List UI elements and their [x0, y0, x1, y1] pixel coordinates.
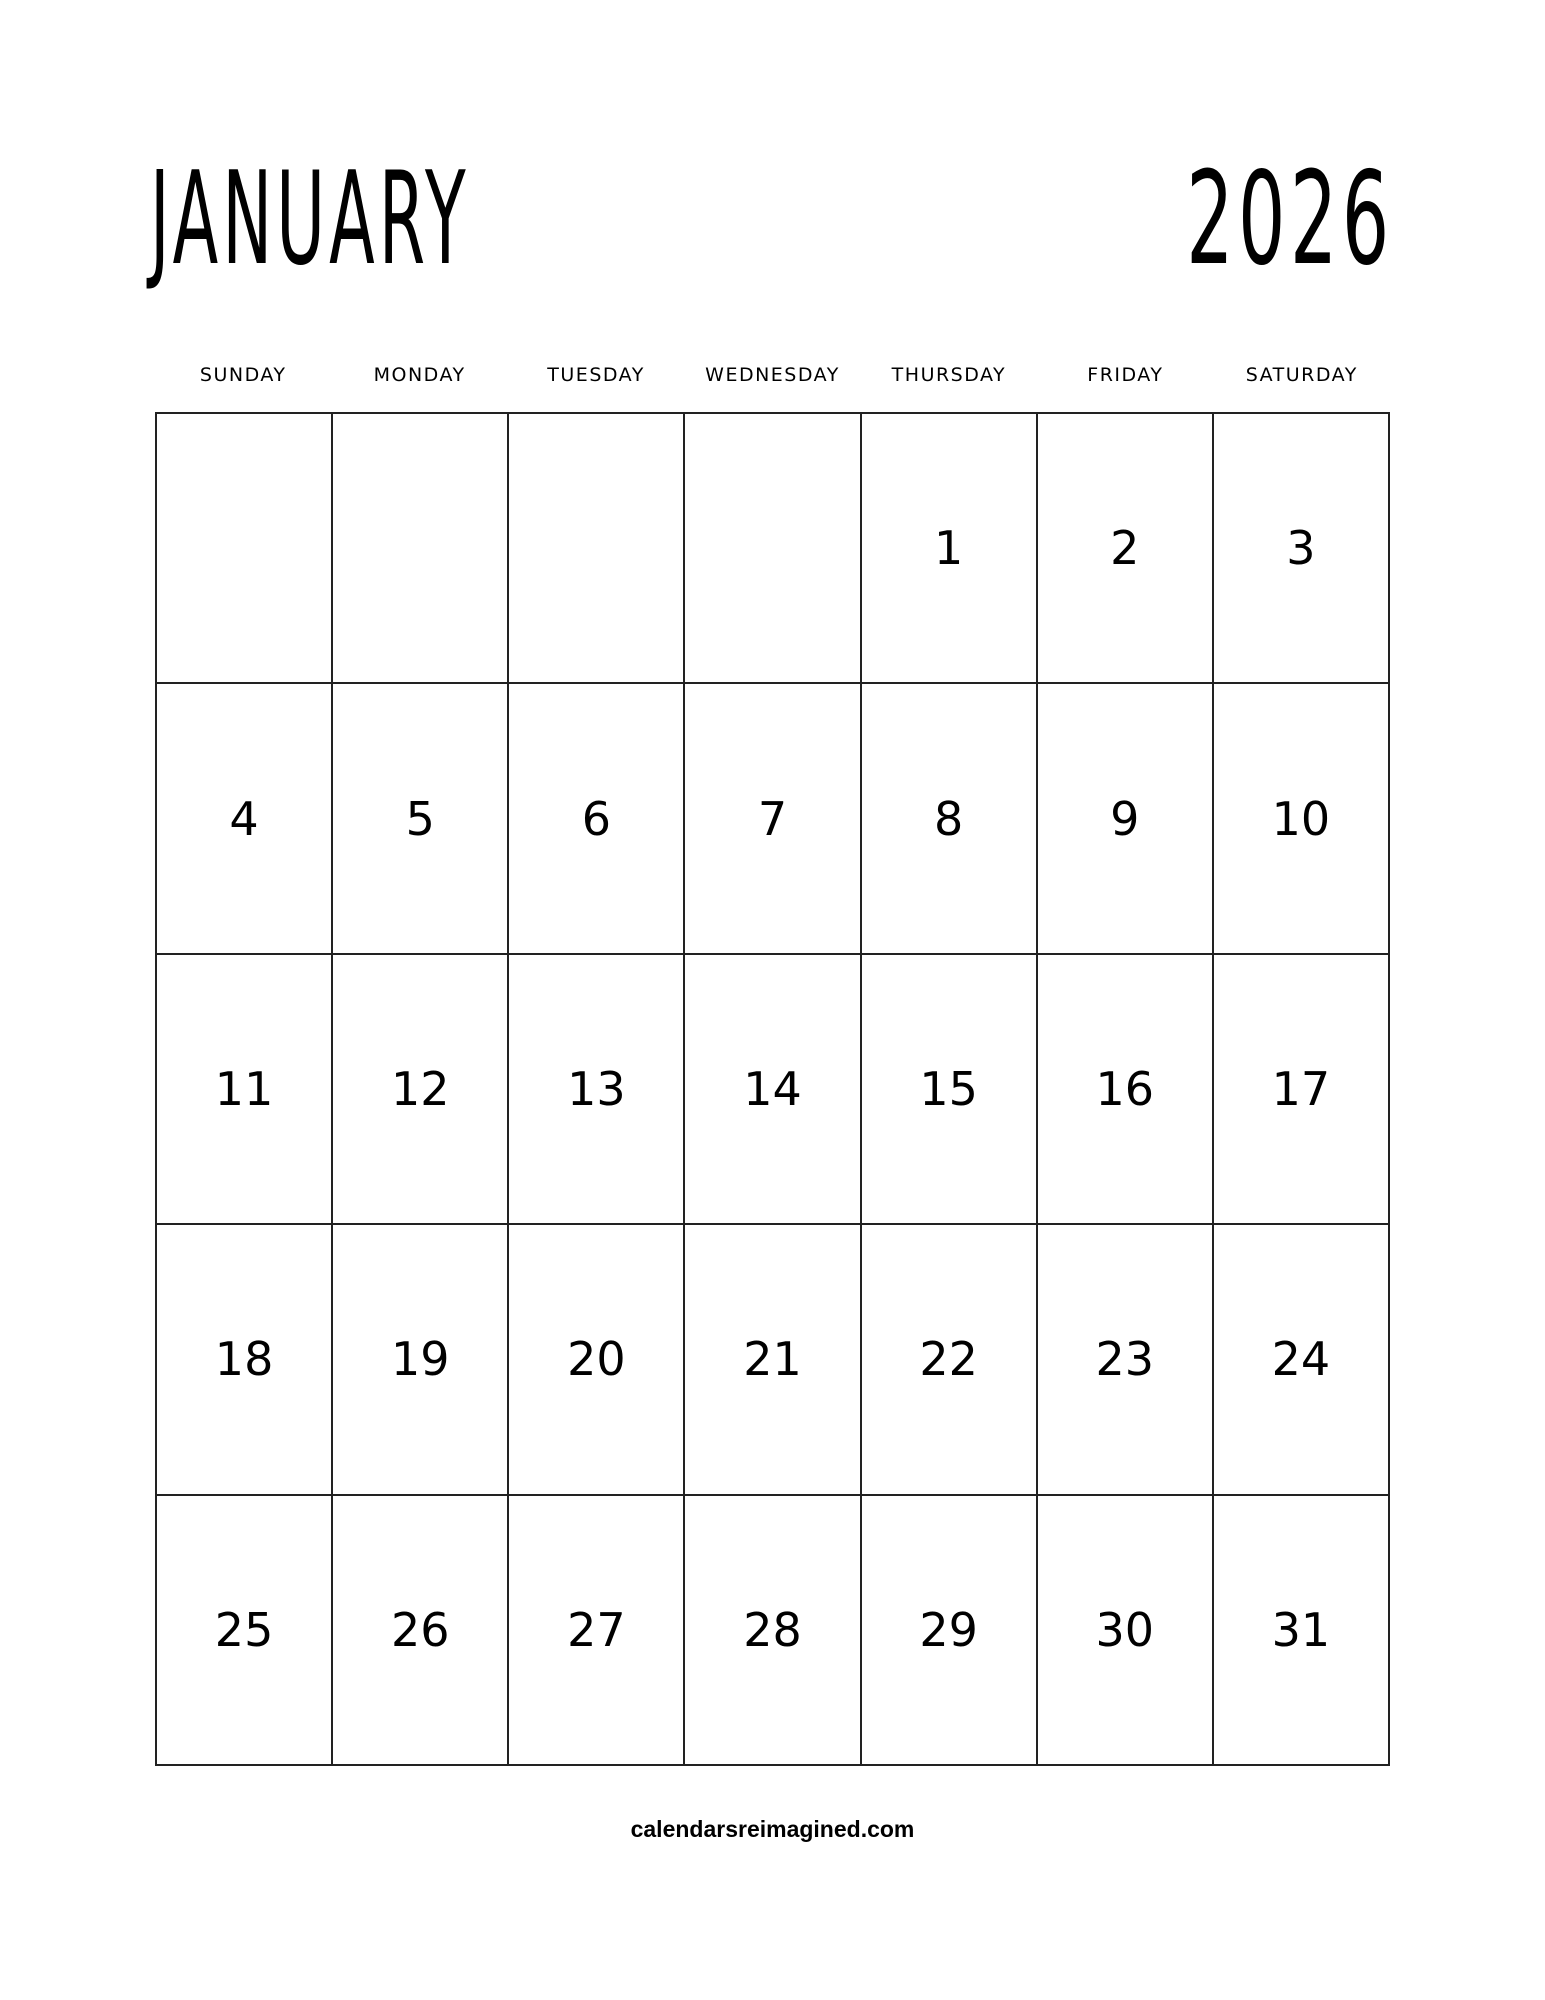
weekday-tuesday: TUESDAY	[547, 364, 645, 386]
day-cell	[685, 955, 861, 1225]
day-cell	[333, 1496, 509, 1766]
day-cell	[685, 414, 861, 684]
day-cell	[157, 1496, 333, 1766]
day-number: 8	[933, 791, 964, 846]
day-cell	[862, 684, 1038, 954]
day-number: 9	[1110, 791, 1140, 846]
day-cell	[157, 414, 333, 684]
day-cell	[1214, 1225, 1390, 1495]
day-cell	[333, 955, 509, 1225]
day-cell	[862, 414, 1038, 684]
day-number: 3	[1286, 521, 1316, 576]
day-cell	[157, 1225, 333, 1495]
day-cell	[862, 955, 1038, 1225]
day-number: 4	[229, 791, 259, 846]
day-number: 30	[1095, 1602, 1155, 1657]
day-cell	[1038, 684, 1214, 954]
day-number: 2	[1110, 521, 1140, 576]
day-number: 16	[1095, 1061, 1155, 1116]
weekday-wednesday: WEDNESDAY	[705, 364, 840, 386]
day-cell	[862, 1496, 1038, 1766]
day-number: 26	[390, 1602, 450, 1657]
day-cell	[157, 684, 333, 954]
day-number: 14	[743, 1061, 802, 1116]
weekday-sunday: SUNDAY	[199, 364, 287, 386]
weekday-monday: MONDAY	[373, 364, 466, 386]
day-number: 21	[743, 1332, 802, 1387]
day-number: 18	[214, 1332, 274, 1387]
day-number: 10	[1271, 791, 1331, 846]
day-cell	[509, 1225, 685, 1495]
day-number: 12	[390, 1061, 450, 1116]
day-cell	[685, 1496, 861, 1766]
website-footer: calendarsreimagined.com	[630, 1816, 915, 1842]
day-cell	[333, 414, 509, 684]
day-number: 29	[919, 1602, 978, 1657]
day-cell	[333, 684, 509, 954]
day-number: 25	[214, 1602, 274, 1657]
day-number: 6	[581, 791, 611, 846]
day-number: 20	[567, 1332, 626, 1387]
day-cell	[1214, 414, 1390, 684]
day-number: 23	[1095, 1332, 1155, 1387]
day-cell	[509, 1496, 685, 1766]
day-cell	[685, 1225, 861, 1495]
day-cell	[1038, 955, 1214, 1225]
day-cell	[1038, 414, 1214, 684]
day-cell	[509, 955, 685, 1225]
month-title: JANUARY	[150, 145, 470, 294]
day-number: 31	[1271, 1602, 1331, 1657]
day-cell	[1038, 1225, 1214, 1495]
day-number: 15	[919, 1061, 978, 1116]
day-cell	[862, 1225, 1038, 1495]
day-cell	[1214, 684, 1390, 954]
day-cell	[157, 955, 333, 1225]
day-cell	[685, 684, 861, 954]
day-number: 19	[390, 1332, 450, 1387]
day-number: 7	[757, 791, 788, 846]
day-cell	[1214, 1496, 1390, 1766]
weekday-thursday: THURSDAY	[891, 364, 1007, 386]
calendar-grid	[155, 412, 1390, 1766]
day-number: 11	[214, 1061, 274, 1116]
day-cell	[1038, 1496, 1214, 1766]
day-number: 27	[567, 1602, 626, 1657]
day-number: 24	[1271, 1332, 1331, 1387]
day-cell	[509, 414, 685, 684]
day-number: 1	[933, 521, 964, 576]
day-number: 13	[567, 1061, 626, 1116]
day-cell	[333, 1225, 509, 1495]
weekday-friday: FRIDAY	[1087, 364, 1164, 386]
day-cell	[509, 684, 685, 954]
year-title: 2026	[1186, 145, 1394, 294]
weekday-saturday: SATURDAY	[1245, 364, 1358, 386]
day-number: 17	[1271, 1061, 1331, 1116]
weekday-header-row	[155, 360, 1390, 390]
day-number: 5	[405, 791, 435, 846]
day-number: 22	[919, 1332, 978, 1387]
day-number: 28	[743, 1602, 802, 1657]
day-cell	[1214, 955, 1390, 1225]
